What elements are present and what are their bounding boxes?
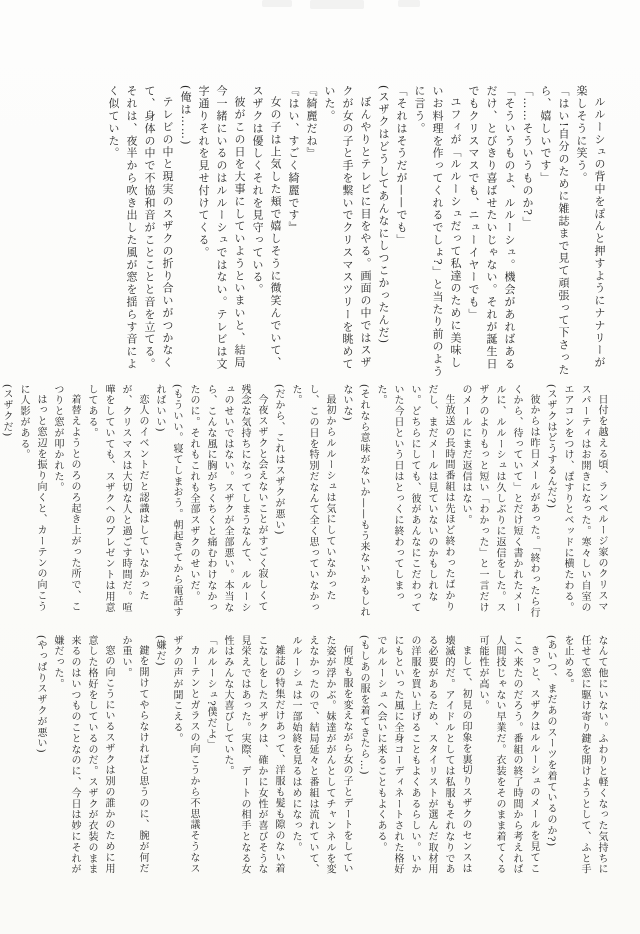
scan-artifact: [398, 0, 420, 7]
paragraph: 何度も服を変えながら女の子とデートをしていた姿が浮かぶ。妹達ががんとしてチャンネルを変えなかったので、結局延々と番組は流れていて、ルルーシュは一部始終を見るはめになった。: [290, 635, 352, 875]
paragraph: 日付を越える頃、ランペルージ家のクリスマスパーティはお開きになった。寒々しい自室のエアコンをつけ、ぽすりとベッドに横たわる。: [562, 384, 607, 613]
paragraph: (俺は……): [179, 85, 192, 146]
paragraph: 『はい、すごく綺麗です』: [287, 85, 300, 234]
paragraph: きっと、スザクはルルーシュのメールを見てここへ来たのだろう。番組の終了時間から考えれば人間技じゃない早業だ。衣装をそのまま着てくる可能性が高い。: [477, 635, 539, 875]
vertical-text-block-bottom: [22, 635, 610, 880]
paragraph: (もしあの服を着てきたら…): [358, 635, 369, 776]
paragraph: (嫌だ): [154, 635, 165, 667]
paragraph: (スザクだ): [1, 384, 12, 438]
paragraph: 今夜スザクと会えないことがすごく寂しくて残念な気持ちになってしまうなんて、ルルーシュのせいではない。スザクが全部悪い。本当なら、こんな風に胸がちくちくと痛むわけなかったのに。それもこれも全部スザクのせいだ。: [188, 384, 267, 613]
paragraph: 『綺麗だね』: [305, 85, 318, 160]
paragraph: (それなら意味がないか——もう来ないかもしれないな): [341, 384, 369, 618]
paragraph: 最初からルルーシュは気にしていなかったし、この日を特別だなんて全く思っていなかった。: [290, 384, 335, 613]
paragraph: 「はい!自分のために雑誌まで見て頑張って下さったら、嬉しいです」: [539, 85, 570, 377]
paragraph: ぼんやりとテレビに目をやる。画面の中ではスザクが女の子と手を繋いでクリスマスツリーを眺めていた。: [323, 85, 372, 371]
paragraph: (あいつ、まだあのスーツを着ているのか?): [545, 635, 556, 848]
paragraph: 窓の向こうにいるスザクは別の誰かのために用意した格好をしているのだ。スザクが衣装のまま来るのはいつものことなのに、今日は妙にそれが嫌だった。: [52, 635, 114, 875]
paragraph: (もういい。寝てしまおう。朝起きてから電話すればいい): [154, 384, 182, 618]
paragraph: 生放送の長時間番組は先ほど終わったばかりだし、まだメールは見ていないのかもしれない。どちらにしても、彼があんなにこだわっていた今日という日はとっくに終わってしまった。: [375, 384, 454, 613]
vertical-text-block-top: [42, 85, 608, 379]
paragraph: (スザクはどうするんだ?): [545, 384, 556, 509]
scan-artifact: [310, 0, 364, 9]
paragraph: 女の子は上気した頬で嬉しそうに微笑んでいて、スザクは優しくそれを見守っている。: [251, 85, 282, 369]
paragraph: 着替えようとのろのろ起き上がった所で、こつりと窓が叩かれた。: [52, 384, 80, 612]
vertical-text-block-middle: [1, 384, 610, 622]
paragraph: 彼からは昨日メールがあった。「終わったら行くから、待っていて」とだけ短く書かれたメールに、ルルーシュは久しぶりに返信をした。スザクのよりもっと短い「わかった」と一言だけのメールにまだ返信はない。: [460, 384, 539, 618]
paragraph: まして、初見の印象を裏切りスザクのセンスは壊滅的だ。アイドルとしては私服もそれなりである必要があるため、スタイリストが選んだ取材用の洋服を買い上げることもよくあるらしい。いかにもといった風に全身コーディネートされた格好でルルーシュへ会いに来ることもよくある。: [375, 635, 471, 875]
paragraph: 彼がこの日を大事にしていようといまいと、結局今一緒にいるのはルルーシュではない。テレビは文字通りそれを見せ付けてくる。: [197, 85, 246, 371]
paragraph: 鍵を開けてやらなければと思うのに、腕が何だか重い。: [120, 635, 148, 874]
paragraph: ユフィが「ルルーシュだって私達のために美味しいお料理を作ってくれるでしょ?」と当たり前のように言う。: [413, 85, 462, 378]
paragraph: ルルーシュの背中をぽんと押すようにナナリーが楽しそうに笑う。: [575, 85, 606, 369]
paragraph: 「ルルーシュ?僕だよ」: [205, 635, 216, 751]
paragraph: 「……そういうものか?」: [521, 85, 534, 229]
paragraph: カーテンとガラスの向こうから不思議そうなスザクの声が聞こえる。: [171, 635, 199, 874]
paragraph: はっと窓辺を振り向くと、カーテンの向こうに人影がある。: [18, 384, 46, 612]
paragraph: (だから、これはスザクが悪い): [273, 384, 284, 536]
paragraph: 恋人のイベントだと認識はしていなかったが、クリスマスは大切な人と過ごす時間だ。喧嘩をしていても、スザクへのプレゼントは用意してある。: [86, 384, 148, 613]
paragraph: 「そういうものよ、ルルーシュ。機会があればあるだけ、とびきり喜ばせたいじゃない。それが誕生日でもクリスマスでも、ニューイヤーでも」: [467, 85, 516, 371]
paragraph: テレビの中と現実のスザクの折り合いがつかなくて、身体の中で不協和音がことことと音を立てる。それは、夜半から吹き出した風が窓を揺らす音によく似ていた。: [107, 85, 174, 371]
scan-artifact: [262, 0, 292, 7]
paragraph: 雑誌の特集だけあって、洋服も髪も隙のない着こなしをしたスザクは、確かに女性が喜びそうな見栄えではあった。実際、デートの相手となる女性はみんな大喜びしていた。: [222, 635, 284, 875]
paragraph: 「それはそうだが——でも」: [395, 85, 408, 247]
paragraph: なんて他にいない。ふわりと軽くなった気持ちに任せて窓に駆け寄り鍵を開けようとして、ふと手を止める。: [562, 635, 607, 875]
paragraph: (スザクはどうしてあんなにしつこかったんだ): [377, 85, 390, 345]
paragraph: (やっぱりスザクが悪い): [35, 635, 46, 754]
